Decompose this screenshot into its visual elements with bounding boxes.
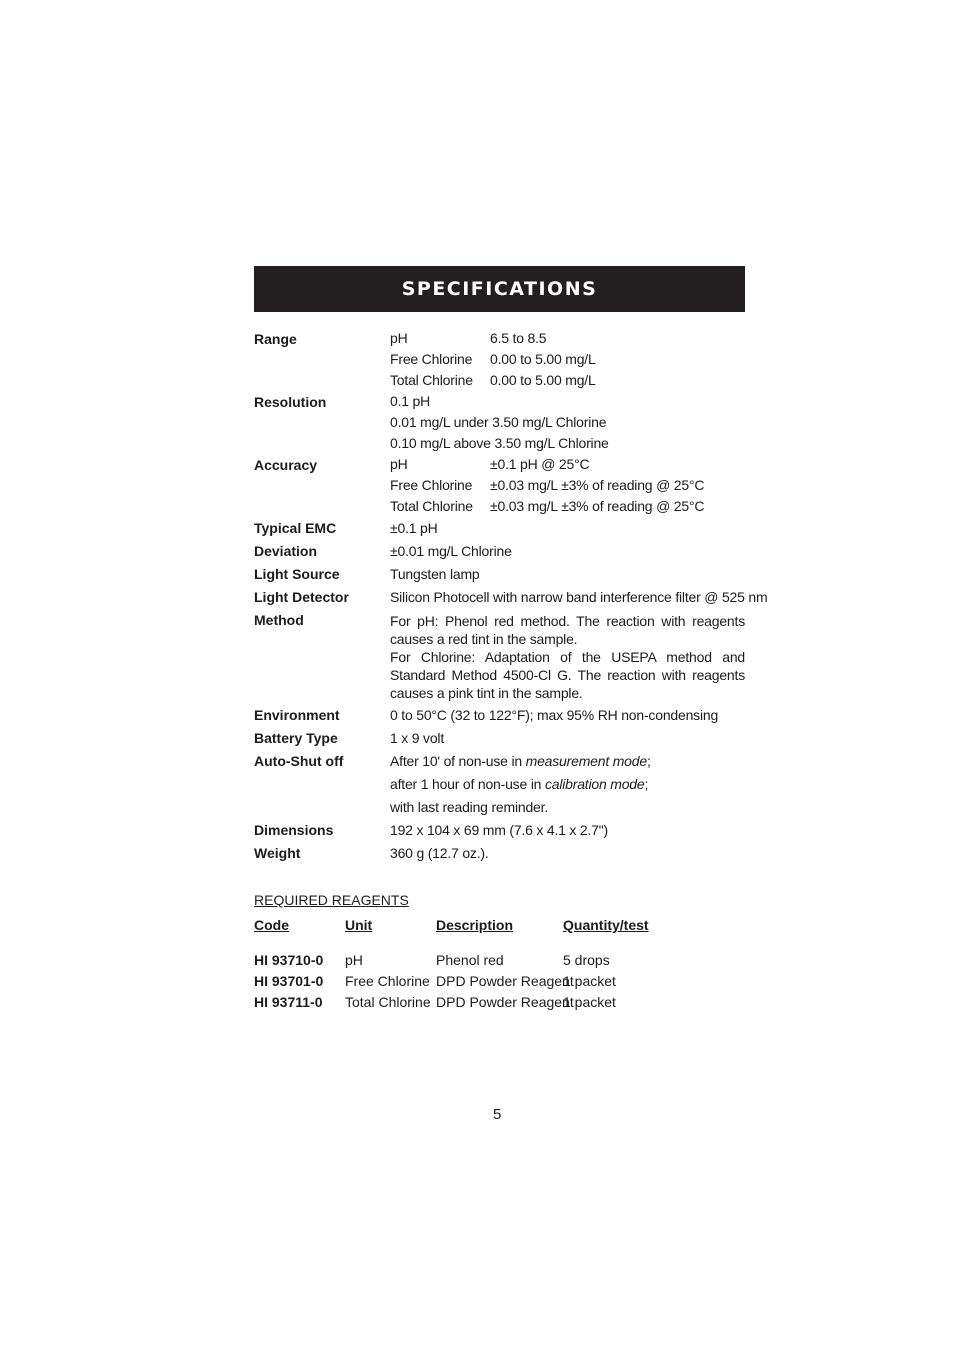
spec-key: Free Chlorine [390,477,473,493]
spec-value: For Chlorine: Adaptation of the USEPA method and Standard Method 4500-Cl G. The reaction with reagents causes a pink tint in the sample. [390,649,745,701]
column-header-description: Description [436,917,514,933]
spec-value: 192 x 104 x 69 mm (7.6 x 4.1 x 2.7") [390,822,608,838]
spec-key: pH [390,330,408,346]
table-row [254,950,745,971]
reagent-description: DPD Powder Reagent [436,994,574,1010]
spec-label: Typical EMC Deviation [254,520,337,559]
spec-range [254,328,745,391]
reagent-code: HI 93711-0 [254,994,323,1010]
page-number: 5 [493,1106,502,1123]
spec-value: 0 to 50°C (32 to 122°F); max 95% RH non-condensing [390,707,719,723]
spec-value: 0.00 to 5.00 mg/L [490,351,596,367]
reagent-code: HI 93701-0 [254,973,324,989]
spec-value: ±0.03 mg/L ±3% of reading @ 25°C [490,498,705,514]
reagents-title: REQUIRED REAGENTS [254,892,409,908]
table-row [254,992,745,1013]
spec-resolution [254,391,745,454]
spec-label: Auto-Shut off [254,753,344,769]
spec-value: after 1 hour of non-use in calibration mode; [390,776,649,792]
reagent-description: DPD Powder Reagent [436,973,574,989]
spec-value: ±0.03 mg/L ±3% of reading @ 25°C [490,477,705,493]
spec-key: Free Chlorine [390,351,473,367]
reagent-quantity: 1 packet [563,973,616,989]
column-header-unit: Unit [345,917,373,933]
spec-label: Range [254,331,297,347]
spec-label: Dimensions [254,822,334,838]
spec-weight [254,842,745,865]
spec-key: pH [390,456,408,472]
spec-value: Silicon Photocell with narrow band interference filter @ 525 nm [390,589,768,605]
spec-value: 0.00 to 5.00 mg/L [490,372,596,388]
reagent-unit: Total Chlorine [345,994,431,1010]
spec-value: 6.5 to 8.5 [490,330,547,346]
required-reagents-section [254,889,745,1013]
reagents-table [254,915,745,1013]
spec-value: 360 g (12.7 oz.). [390,845,489,861]
spec-value: For pH: Phenol red method. The reaction with reagents causes a red tint in the sample. [390,613,745,647]
spec-value: 0.1 pH [390,393,431,409]
spec-auto-shut-off [254,750,745,819]
spec-label: Weight [254,845,301,861]
spec-value: ±0.1 pH [390,520,438,536]
reagent-unit: pH [345,952,363,968]
spec-light-detector [254,586,768,609]
table-header-row [254,915,745,936]
spec-label: Battery Type [254,730,338,746]
spec-label: Method [254,612,304,628]
spec-key: Total Chlorine [390,498,473,514]
spec-label: Light Detector [254,589,349,605]
spec-value: ±0.1 pH @ 25°C [490,456,590,472]
spec-battery-type [254,727,745,750]
spec-key: Total Chlorine [390,372,473,388]
spec-environment [254,704,745,727]
spec-label: Accuracy [254,457,318,473]
spec-label: Environment [254,707,340,723]
specifications-list [254,328,768,865]
spec-label: Resolution [254,394,327,410]
spec-label: Light Source [254,566,340,582]
spec-value: 1 x 9 volt [390,730,445,746]
spec-value: 0.01 mg/L under 3.50 mg/L Chlorine [390,414,607,430]
spec-emc-deviation [254,517,745,563]
spec-light-source [254,563,745,586]
reagent-description: Phenol red [436,952,504,968]
page-title: SPECIFICATIONS [254,266,745,312]
reagent-quantity: 1 packet [563,994,616,1010]
spec-value: After 10' of non-use in measurement mode; [390,753,651,769]
spec-accuracy [254,454,745,517]
spec-dimensions [254,819,745,842]
column-header-code: Code [254,917,289,933]
table-row [254,971,745,992]
column-header-quantity: Quantity/test [563,917,649,933]
spec-value: Tungsten lamp [390,566,480,582]
spec-value: 0.10 mg/L above 3.50 mg/L Chlorine [390,435,609,451]
spec-value: with last reading reminder. [390,799,549,815]
reagent-quantity: 5 drops [563,952,610,968]
spec-value: ±0.01 mg/L Chlorine [390,543,512,559]
reagent-unit: Free Chlorine [345,973,430,989]
spec-method [254,609,745,704]
reagent-code: HI 93710-0 [254,952,324,968]
specifications-page [254,266,768,1013]
